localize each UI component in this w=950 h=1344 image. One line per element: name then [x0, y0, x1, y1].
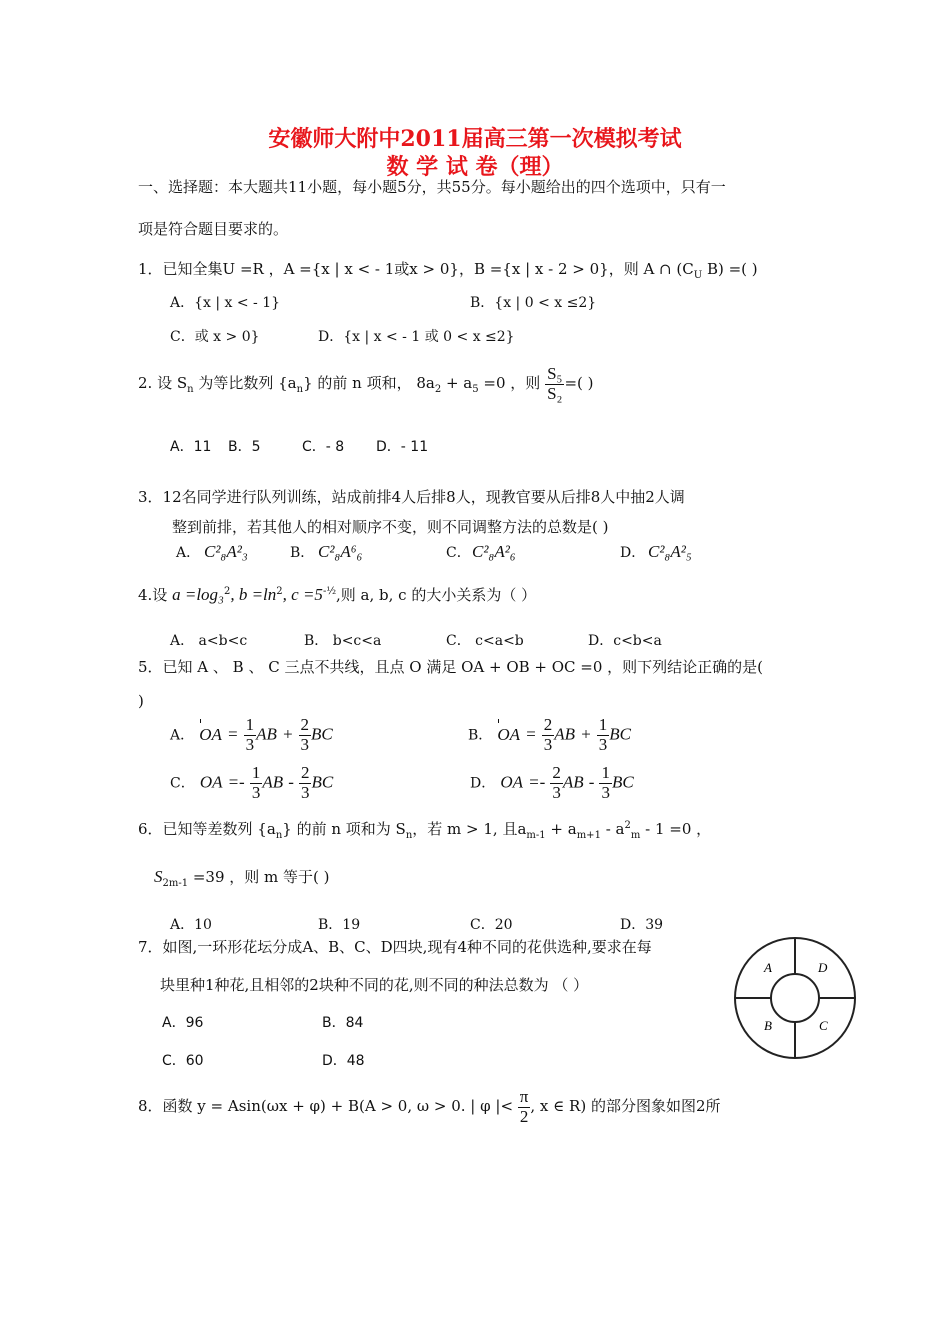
- q2-frac-num: S₅: [547, 364, 563, 383]
- q1-option-a: A．{x | x < - 1}: [170, 295, 281, 311]
- q4-option-d: D．c<b<a: [588, 633, 662, 649]
- q8-part-b: , x ∈ R) 的部分图象如图2所: [530, 1097, 721, 1116]
- q6-line2-s: S: [154, 867, 163, 886]
- q2-option-b: B．5: [228, 439, 261, 455]
- q5-a-plus: +: [281, 724, 294, 744]
- q4-part-a: 4.设: [138, 586, 168, 604]
- q8-frac-den: 2: [519, 1106, 529, 1126]
- q3-option-b: C²₈A⁶₆: [318, 542, 363, 561]
- q5-b-frac2-num: 1: [598, 715, 608, 734]
- q6-option-b: B．19: [318, 917, 361, 933]
- q3-option-d-label: D．: [620, 545, 646, 561]
- q5-b-label: B．: [468, 727, 493, 744]
- q7-option-c: C．60: [162, 1053, 204, 1069]
- q3-option-c-label: C．: [446, 545, 471, 561]
- q5-d-ab: AB: [562, 772, 584, 792]
- q3-option-d: C²₈A²₅: [648, 542, 692, 561]
- q2-fraction: [545, 365, 564, 403]
- question-1-stem: [138, 258, 758, 281]
- q2-sub-a: n: [187, 384, 194, 396]
- q2-sub-f: 5: [472, 384, 479, 396]
- q5-c-frac1: [250, 764, 263, 802]
- q1-option-c: C．或 x > 0}: [170, 329, 260, 345]
- q8-frac-num: π: [519, 1087, 529, 1106]
- q4-option-c: C． c<a<b: [446, 633, 524, 649]
- q5-d-frac1-den: 3: [552, 782, 561, 802]
- q5-c-frac2-den: 3: [300, 782, 310, 802]
- question-6-stem-line2: [154, 866, 330, 889]
- question-2-stem: [138, 365, 594, 403]
- q5-c-label: C．: [170, 775, 195, 792]
- q5-option-b: [468, 716, 631, 754]
- exam-title: 安徽师大附中2011届高三第一次模拟考试: [268, 126, 682, 152]
- q5-c-oa: OA: [199, 772, 223, 792]
- q6-line2-sub: 2m-1: [162, 878, 189, 889]
- q2-part-e: + a: [441, 374, 473, 393]
- q6-part-d: + a: [545, 820, 577, 838]
- q4-part-b: a =log₃: [172, 585, 224, 604]
- q5-b-plus: +: [580, 724, 592, 744]
- q5-c-frac2-num: 2: [300, 763, 310, 782]
- q5-c-eq: =-: [227, 772, 245, 792]
- q5-c-bc: BC: [311, 772, 334, 792]
- section-instructions-line2: 项是符合题目要求的。: [138, 220, 289, 238]
- q2-frac-den: S₂: [547, 383, 563, 403]
- q6-part-e: - a: [600, 820, 625, 838]
- q2-stem-end: =( ): [564, 374, 594, 393]
- q5-d-eq: =-: [528, 772, 546, 792]
- q6-part-f: - 1 =0 ，: [640, 820, 712, 838]
- q5-c-frac1-num: 1: [251, 763, 261, 782]
- q5-d-label: D．: [470, 775, 496, 792]
- q3-option-a-label: A．: [176, 545, 201, 561]
- q5-b-frac1: [542, 716, 555, 754]
- inner-circle: [771, 974, 819, 1022]
- q2-part-a: 2. 设 S: [138, 374, 188, 393]
- q5-option-a: [170, 716, 333, 754]
- q5-a-frac1: [244, 716, 257, 754]
- q4-part-e: ,则 a, b, c 的大小关系为（ ）: [336, 586, 537, 604]
- q5-b-frac1-num: 2: [543, 715, 553, 734]
- q6-sub-a: n: [275, 830, 283, 841]
- q7-option-b: B．84: [322, 1015, 364, 1031]
- q5-d-frac2-num: 1: [601, 763, 610, 782]
- q4-sup-b: 2: [223, 586, 231, 597]
- q6-option-a: A．10: [170, 917, 212, 933]
- q2-part-g: =0 ，则: [478, 374, 541, 393]
- q5-a-label: A．: [170, 727, 195, 744]
- q7-option-a: A．96: [162, 1015, 204, 1031]
- q5-b-oa: OA: [497, 724, 521, 744]
- q6-part-a: 6．已知等差数列 {a: [138, 820, 276, 838]
- q8-fraction: [518, 1088, 531, 1126]
- q2-sub-d: 2: [434, 384, 442, 396]
- question-5-stem-line2: ): [138, 692, 144, 710]
- q6-sub-e: m: [630, 830, 641, 841]
- question-6-stem-line1: [138, 818, 711, 841]
- ring-flowerbed-figure: [730, 936, 860, 1060]
- section-instructions-line1: 一、选择题：本大题共11小题，每小题5分，共55分。每小题给出的四个选项中，只有一: [138, 178, 726, 196]
- q1-stem-sub: U: [693, 270, 703, 281]
- q5-a-frac2-den: 3: [300, 734, 310, 754]
- q5-d-frac2: [599, 764, 612, 802]
- question-7-stem-line2: 块里种1种花,且相邻的2块种不同的花,则不同的种法总数为 （ ）: [160, 976, 589, 994]
- q4-part-c: , b =ln: [230, 585, 277, 604]
- q6-option-d: D．39: [620, 917, 664, 933]
- q5-d-frac1-num: 2: [552, 763, 561, 782]
- q1-option-d: D．{x | x < - 1 或 0 < x ≤2}: [318, 329, 515, 345]
- q5-b-frac2: [597, 716, 610, 754]
- q5-a-oa: OA: [199, 724, 222, 744]
- q1-option-b: B．{x | 0 < x ≤2}: [470, 295, 597, 311]
- question-3-stem-line1: 3．12名同学进行队列训练，站成前排4人后排8人，现教官要从后排8人中抽2人调: [138, 488, 685, 506]
- q4-option-a: A． a<b<c: [170, 633, 248, 649]
- q4-part-d: , c =5: [282, 585, 323, 604]
- q6-sub-c: m-1: [526, 830, 546, 841]
- q1-stem-text: 1．已知全集U =R ，A ={x | x < - 1或x > 0}，B ={x | x - 2 > 0}，则 A ∩ (C: [138, 260, 694, 278]
- q2-sub-b: n: [296, 384, 304, 396]
- q3-option-a: C²₈A²₃: [204, 542, 248, 561]
- q5-d-oa: OA: [500, 772, 523, 792]
- q2-option-d: D．- 11: [376, 439, 429, 455]
- q6-sup-e: 2: [624, 820, 631, 831]
- q5-a-bc: BC: [311, 724, 333, 744]
- region-label-b: B: [764, 1018, 772, 1033]
- region-label-a: A: [764, 960, 772, 975]
- q5-b-bc: BC: [609, 724, 631, 744]
- q3-option-c: C²₈A²₆: [472, 542, 516, 561]
- q5-a-frac1-num: 1: [245, 715, 255, 734]
- q6-part-c: ，若 m > 1, 且a: [412, 820, 527, 838]
- q6-sub-b: n: [405, 830, 413, 841]
- q5-a-frac1-den: 3: [245, 734, 255, 754]
- question-4-stem: [138, 584, 536, 605]
- q5-b-frac2-den: 3: [598, 734, 608, 754]
- q2-option-c: C．- 8: [302, 439, 345, 455]
- q5-d-minus: -: [588, 772, 595, 792]
- q5-option-c: [170, 764, 333, 802]
- q5-b-eq: =: [525, 724, 537, 744]
- exam-subtitle: 数 学 试 卷（理）: [386, 154, 564, 180]
- q5-d-frac1: [550, 764, 563, 802]
- q5-a-frac2-num: 2: [300, 715, 310, 734]
- q1-stem-end: B) =( ): [702, 260, 758, 278]
- q5-c-minus: -: [288, 772, 294, 792]
- q2-option-a: A．11: [170, 439, 212, 455]
- q4-sup-d: -½: [322, 586, 337, 597]
- q5-c-ab: AB: [262, 772, 284, 792]
- question-7-stem-line1: 7．如图,一环形花坛分成A、B、C、D四块,现有4种不同的花供选种,要求在每: [138, 938, 652, 956]
- question-8-stem: [138, 1088, 720, 1126]
- q5-d-bc: BC: [611, 772, 634, 792]
- q3-option-b-label: B．: [290, 545, 315, 561]
- question-3-stem-line2: 整到前排，若其他人的相对顺序不变，则不同调整方法的总数是( ): [172, 518, 609, 536]
- q6-part-b: } 的前 n 项和为 S: [282, 820, 406, 838]
- question-5-stem-line1: 5．已知 A 、 B 、 C 三点不共线，且点 O 满足 OA + OB + OC =0 ，则下列结论正确的是(: [138, 658, 764, 676]
- q5-a-ab: AB: [256, 724, 277, 744]
- q5-d-frac2-den: 3: [601, 782, 610, 802]
- region-label-d: D: [818, 960, 828, 975]
- q5-c-frac1-den: 3: [251, 782, 261, 802]
- q7-option-d: D．48: [322, 1053, 365, 1069]
- q6-sub-d: m+1: [576, 830, 601, 841]
- q5-a-eq: =: [226, 724, 239, 744]
- q5-a-frac2: [299, 716, 312, 754]
- q2-part-b: 为等比数列 {a: [193, 374, 297, 393]
- q6-option-c: C．20: [470, 917, 513, 933]
- q6-line2-b: =39 ，则 m 等于( ): [188, 868, 330, 886]
- q5-c-frac2: [299, 764, 312, 802]
- q4-option-b: B． b<c<a: [304, 633, 382, 649]
- q8-part-a: 8．函数 y = Asin(ωx + φ) + B(A > 0, ω > 0. | φ |<: [138, 1097, 514, 1116]
- q5-b-frac1-den: 3: [543, 734, 553, 754]
- region-label-c: C: [819, 1018, 828, 1033]
- q4-sup-c: 2: [276, 586, 283, 597]
- q5-option-d: [470, 764, 634, 802]
- q5-b-ab: AB: [554, 724, 576, 744]
- q2-part-c: } 的前 n 项和， 8a: [303, 374, 435, 393]
